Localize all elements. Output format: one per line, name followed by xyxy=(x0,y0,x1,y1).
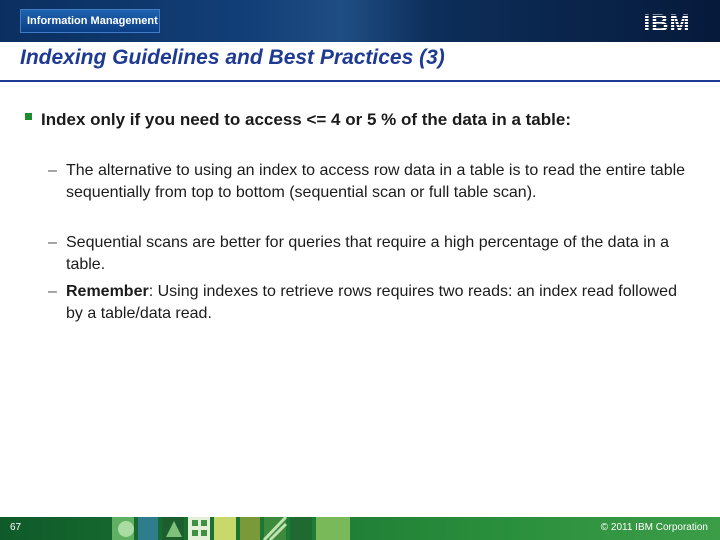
sub-bullet-text: The alternative to using an index to access row data in a table is to read the entire table sequentially from top to bottom (sequential scan or full table scan). xyxy=(66,162,686,201)
footer-bar xyxy=(0,517,720,540)
sub-bullet-text: Sequential scans are better for queries that require a high percentage of the data in a table. xyxy=(66,234,670,273)
page-number: 67 xyxy=(10,522,22,533)
sub-bullet-text: Remember: Using indexes to retrieve rows requires two reads: an index read followed by a table/data read. xyxy=(66,283,677,322)
dash-bullet-icon: – xyxy=(48,162,57,179)
footer-mosaic-graphic xyxy=(112,517,352,540)
title-divider xyxy=(0,80,720,82)
dash-bullet-icon: – xyxy=(48,283,57,300)
brand-label: Information Management xyxy=(20,9,160,33)
header-banner xyxy=(0,0,720,42)
slide-title: Indexing Guidelines and Best Practices (3) xyxy=(20,46,445,69)
ibm-logo-text: IBM xyxy=(643,10,691,34)
banner-highlight xyxy=(250,0,430,42)
square-bullet-icon xyxy=(25,113,32,120)
ibm-logo xyxy=(636,10,698,34)
dash-bullet-icon: – xyxy=(48,234,57,251)
main-bullet-text: Index only if you need to access <= 4 or 5 % of the data in a table: xyxy=(41,110,571,129)
copyright-text: © 2011 IBM Corporation xyxy=(600,522,708,533)
